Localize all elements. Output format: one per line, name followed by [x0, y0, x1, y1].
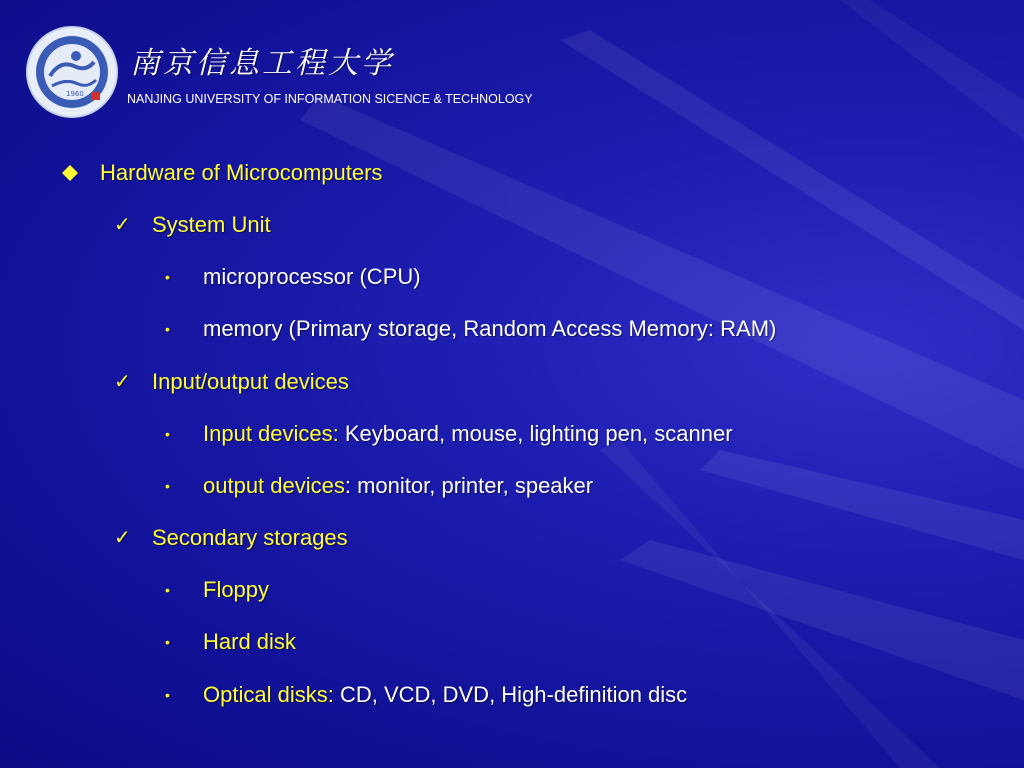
- svg-text:1960: 1960: [66, 90, 84, 98]
- university-name-chinese: 南京信息工程大学: [130, 46, 394, 81]
- dot-bullet-icon: •: [165, 634, 170, 650]
- sub-item-memory: • memory (Primary storage, Random Access Memory: RAM): [165, 316, 777, 341]
- slide-heading: Hardware of Microcomputers: [100, 159, 382, 187]
- diamond-bullet-icon: [62, 165, 78, 181]
- dot-bullet-icon: •: [165, 269, 170, 285]
- dot-bullet-icon: •: [165, 687, 170, 703]
- sub-item-hard-disk: • Hard disk: [165, 629, 296, 654]
- dot-bullet-icon: •: [165, 582, 170, 598]
- list-item-io-devices: ✓ Input/output devices: [114, 369, 349, 394]
- sub-item-optical-disks: • Optical disks: CD, VCD, DVD, High-definition disc: [165, 682, 688, 707]
- list-item-secondary-storages: ✓ Secondary storages: [114, 525, 348, 550]
- dot-bullet-icon: •: [165, 426, 170, 442]
- sub-item-output-devices: • output devices: monitor, printer, speaker: [165, 473, 594, 498]
- checkmark-icon: ✓: [114, 371, 131, 393]
- checkmark-icon: ✓: [114, 214, 131, 236]
- dot-bullet-icon: •: [165, 321, 170, 337]
- sub-item-input-devices: • Input devices: Keyboard, mouse, lighting pen, scanner: [165, 421, 733, 446]
- sub-item-floppy: • Floppy: [165, 577, 270, 602]
- dot-bullet-icon: •: [165, 478, 170, 494]
- list-item-system-unit: ✓ System Unit: [114, 212, 271, 237]
- university-name-english: NANJING UNIVERSITY OF INFORMATION SICENCE & TECHNOLOGY: [127, 92, 533, 106]
- checkmark-icon: ✓: [114, 527, 131, 549]
- sub-item-microprocessor: • microprocessor (CPU): [165, 264, 421, 289]
